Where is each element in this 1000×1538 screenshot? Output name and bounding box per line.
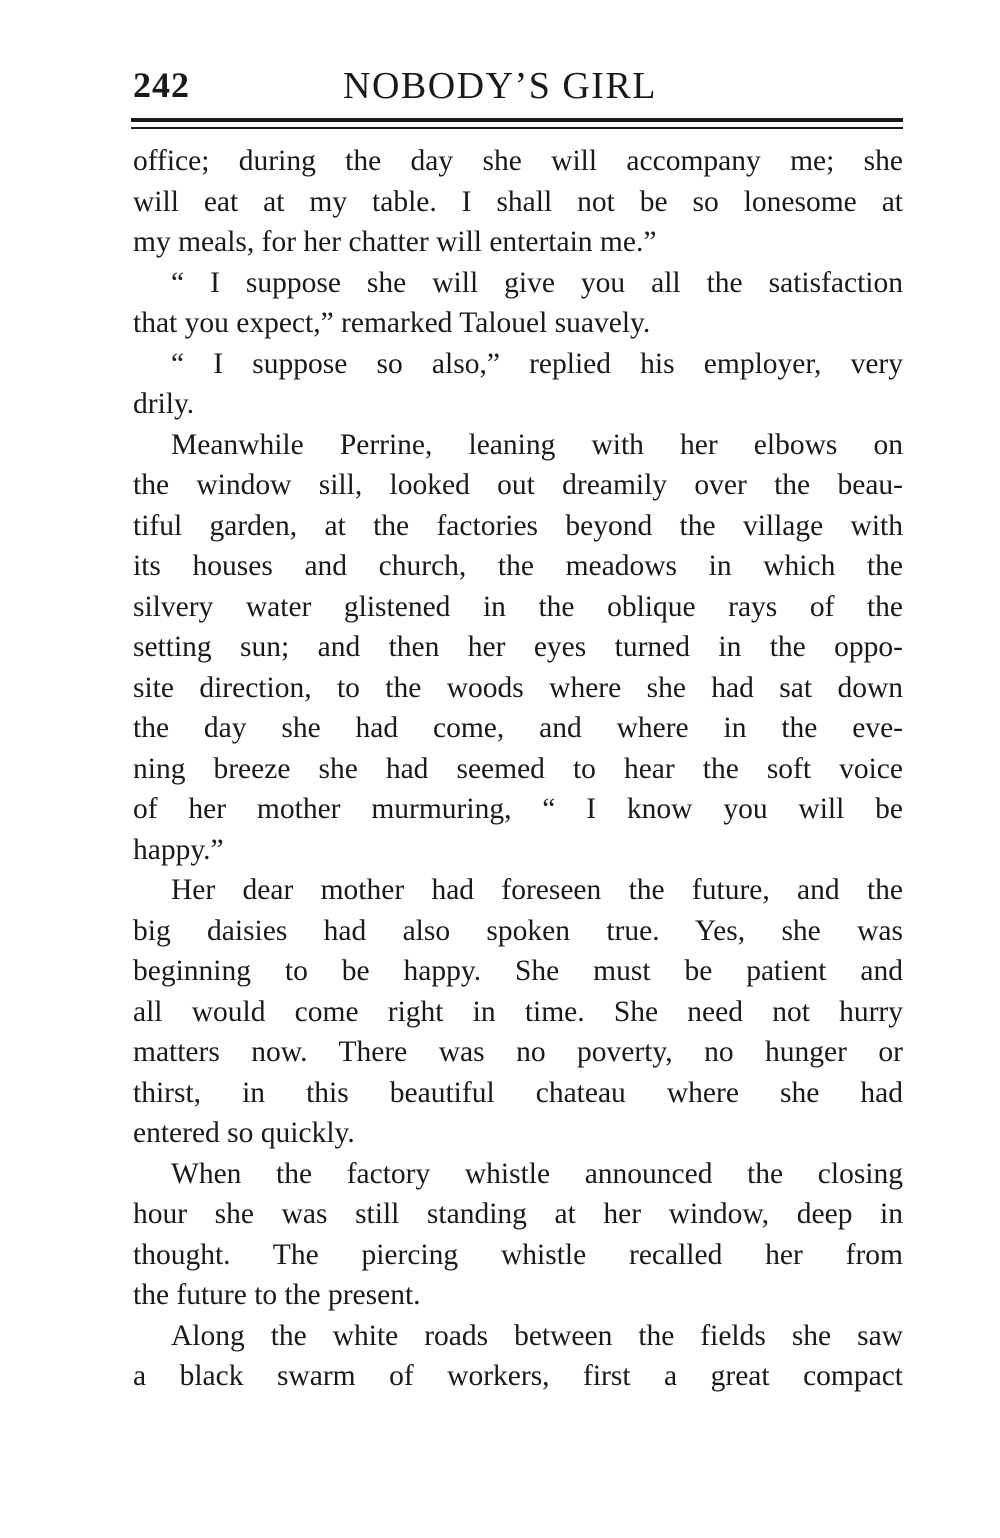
text-line: thirst, in this beautiful chateau where she had: [133, 1076, 903, 1109]
paragraph: [133, 870, 903, 1154]
text-line: office; during the day she will accompany me; she: [133, 145, 903, 177]
paragraph: [133, 1154, 903, 1316]
text-line: Meanwhile Perrine, leaning with her elbows on: [171, 428, 903, 461]
text-line: thought. The piercing whistle recalled her from: [133, 1238, 903, 1271]
text-line: Along the white roads between the fields she saw: [171, 1319, 903, 1352]
text-line: “ I suppose so also,” replied his employer, very: [171, 347, 903, 380]
text-line: the day she had come, and where in the eve-: [133, 712, 903, 744]
text-line: its houses and church, the meadows in which the: [133, 550, 903, 582]
book-title: NOBODY’S GIRL: [343, 65, 657, 107]
paragraph: [133, 344, 903, 425]
body-text: [133, 141, 903, 1397]
text-line: “ I suppose she will give you all the satisfaction: [171, 266, 903, 299]
text-line: drily.: [133, 388, 195, 420]
text-line: silvery water glistened in the oblique rays of the: [133, 590, 903, 623]
text-line: big daisies had also spoken true. Yes, she was: [133, 914, 903, 947]
text-line: my meals, for her chatter will entertain me.”: [133, 226, 657, 258]
page-number: 242: [133, 65, 190, 105]
paragraph: [133, 141, 903, 263]
text-line: beginning to be happy. She must be patient and: [133, 955, 903, 987]
text-line: site direction, to the woods where she had sat down: [133, 671, 903, 704]
text-line: the future to the present.: [133, 1279, 421, 1311]
text-line: that you expect,” remarked Talouel suavely.: [133, 307, 651, 339]
text-line: setting sun; and then her eyes turned in the oppo-: [133, 631, 903, 663]
text-line: tiful garden, at the factories beyond the village with: [133, 509, 903, 542]
text-line: hour she was still standing at her window, deep in: [133, 1198, 903, 1230]
paragraph: [133, 1316, 903, 1397]
paragraph: [133, 425, 903, 871]
text-line: all would come right in time. She need not hurry: [133, 995, 903, 1028]
text-line: ning breeze she had seemed to hear the soft voice: [133, 752, 903, 785]
header-rule-thick: [131, 118, 903, 122]
text-line: entered so quickly.: [133, 1117, 355, 1149]
text-line: a black swarm of workers, first a great compact: [133, 1360, 903, 1392]
paragraph: [133, 263, 903, 344]
text-line: When the factory whistle announced the closing: [171, 1157, 903, 1190]
text-line: matters now. There was no poverty, no hunger or: [133, 1036, 903, 1068]
text-line: of her mother murmuring, “ I know you will be: [133, 793, 903, 825]
header-rule-thin: [131, 127, 903, 129]
text-line: will eat at my table. I shall not be so lonesome at: [133, 185, 903, 218]
text-line: the window sill, looked out dreamily over the beau-: [133, 469, 903, 501]
running-head: [133, 64, 903, 114]
text-line: happy.”: [133, 833, 224, 866]
text-line: Her dear mother had foreseen the future, and the: [171, 874, 903, 906]
